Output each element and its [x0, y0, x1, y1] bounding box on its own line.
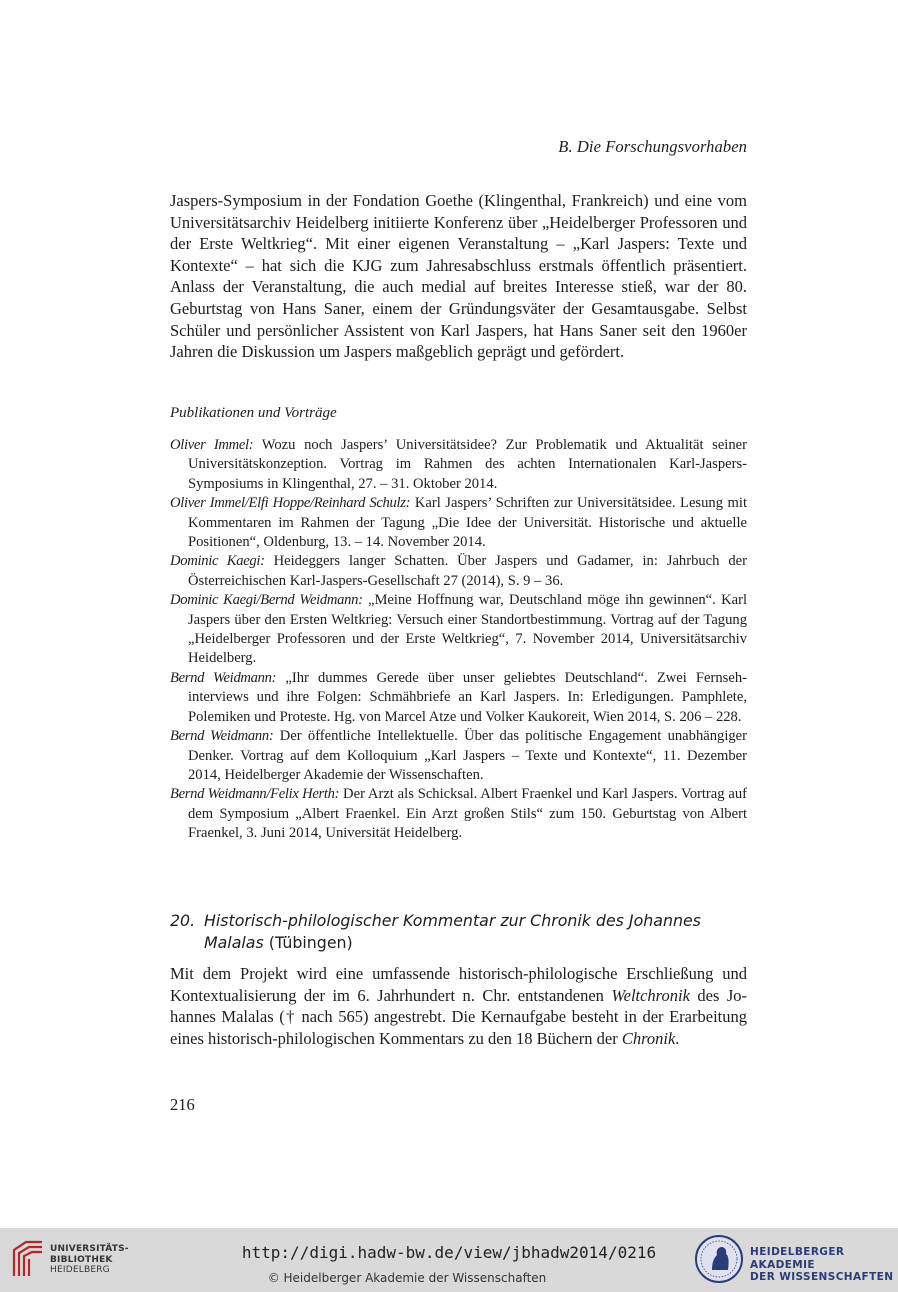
text-run: des Johannes Malalas († nach 565) angestrebt. Die Kernaufgabe besteht in der Erarbeitung eines historisch-philologischen Kommentars zu den 18 Büchern der: [170, 985, 747, 1048]
academy-name: [750, 1246, 898, 1284]
publication-entry: [170, 727, 747, 785]
publication-text: Wozu noch Jaspers’ Universitätsidee? Zur Problematik und Aktualität seiner Universitätskonzeption. Vortrag im Rahmen des achten Internationalen Karl-Jaspers-Symposiums in Klingenthal, 27. – 31. Oktober 2014.: [188, 437, 747, 492]
publication-author: Bernd Weidmann/Felix Herth:: [170, 786, 340, 803]
body-paragraph: Jaspers-Symposium in der Fondation Goethe (Klingenthal, Frankreich) und eine vom Universitätsarchiv Heidelberg initiierte Konferenz über „Heidelberger Professoren und der Erste Weltkrieg“. Mit einer eigenen Veranstaltung – „Karl Jaspers: Texte und Kontexte“ – hat sich die KJG zum Jahresabschluss erstmals öffentlich präsentiert. Anlass der Veranstaltung, die auch medial auf breites Interesse stieß, war der 80. Geburtstag von Hans Saner, einem der Gründungsväter der Gesamtausgabe. Selbst Schüler und persönlicher Assistent von Karl Jaspers, hat Hans Saner seit den 1960er Jahren die Diskussion um Jaspers maßgeblich geprägt und gefördert.: [170, 191, 747, 362]
publication-text: „Ihr dummes Gerede über unser geliebtes Deutschland“. Zwei Fernsehinterviews und ihre Folgen: Schmähbriefe an Karl Jaspers. In: Erledigungen. Pamphlete, Polemiken und Proteste. Hg. von Marcel Atze und Volker Kaukoreit, Wien 2014, S. 206 – 228.: [188, 669, 748, 725]
publication-text: „Meine Hoffnung war, Deutschland möge ihn gewinnen“. Karl Jaspers über den Ersten Weltkrieg: Versuch einer Standortbestimmung. Vortrag auf der Tagung „Heidelberger Professoren und der Erste Weltkrieg“, 7. November 2014, Universitätsarchiv Heidelberg.: [188, 592, 748, 667]
running-head: B. Die Forschungsvorhaben: [558, 137, 747, 156]
publication-entry: [170, 669, 747, 727]
publication-author: Oliver Immel:: [170, 437, 254, 453]
italic-term: Chronik: [621, 1028, 676, 1048]
publication-entry: [170, 436, 747, 494]
copyright-notice: © Heidelberger Akademie der Wissenschaften: [267, 1271, 547, 1285]
publication-author: Bernd Weidmann:: [170, 669, 277, 686]
text-run: .: [675, 1028, 680, 1048]
publication-text: Der Arzt als Schicksal. Albert Fraenkel und Karl Jaspers. Vortrag auf dem Symposium „Albert Fraenkel. Ein Arzt großen Stils“ zum 150. Geburtstag von Albert Fraenkel, 3. Juni 2014, Universität Heidelberg.: [188, 786, 747, 842]
publication-author: Bernd Weidmann:: [170, 728, 274, 745]
publication-entry: [170, 494, 747, 552]
text-run: Mit dem Projekt wird eine umfassende historisch-philologische Erschließung und Kontextualisierung der im 6. Jahrhundert n. Chr. entstandenen: [170, 964, 747, 1005]
subheading: Publikationen und Vorträge: [170, 405, 337, 421]
academy-line: DER WISSENSCHAFTEN: [750, 1271, 894, 1283]
viewer-footer: [0, 1228, 898, 1292]
publication-author: Oliver Immel/Elfi Hoppe/Reinhard Schulz:: [170, 495, 411, 512]
academy-seal-icon: [694, 1234, 744, 1284]
permalink-url[interactable]: http://digi.hadw-bw.de/view/jbhadw2014/0216: [241, 1243, 657, 1262]
publication-entry: [170, 552, 747, 591]
page-number: 216: [170, 1095, 195, 1114]
publication-author: Dominic Kaegi:: [170, 553, 265, 570]
section-heading: [170, 910, 747, 953]
body-paragraph: [170, 963, 747, 1049]
library-line: BIBLIOTHEK: [50, 1254, 113, 1265]
section-location: (Tübingen): [268, 932, 353, 952]
publication-text: Der öffentliche Intellektuelle. Über das politische Engagement unabhängiger Denker. Vortrag auf dem Kolloquium „Karl Jaspers – Texte und Kontexte“, 11. Dezember 2014, Heidelberger Akademie der Wissenschaften.: [188, 728, 748, 783]
publication-entry: [170, 591, 747, 669]
publication-entry: [170, 785, 747, 843]
publication-text: Karl Jaspers’ Schriften zur Universitätsidee. Lesung mit Kommentaren im Rahmen der Tagung „Die Idee der Universität. Historische und aktuelle Positionen“, Oldenburg, 13. – 14. November 2014.: [188, 495, 748, 551]
academy-line: HEIDELBERGER AKADEMIE: [750, 1246, 845, 1271]
italic-term: Weltchronik: [611, 985, 690, 1005]
library-line: UNIVERSITÄTS-: [50, 1244, 129, 1254]
publication-author: Dominic Kaegi/Bernd Weidmann:: [170, 592, 363, 609]
section-number: 20.: [170, 911, 196, 930]
publication-list: [170, 436, 747, 844]
section-title: Historisch-philologischer Kommentar zur Chronik des Johannes Malalas: [204, 911, 701, 952]
library-line: HEIDELBERG: [50, 1265, 110, 1275]
publication-text: Heideggers langer Schatten. Über Jaspers und Gadamer, in: Jahrbuch der Österreichischen Karl-Jaspers-Gesellschaft 27 (2014), S. 9 – 36.: [188, 553, 747, 589]
